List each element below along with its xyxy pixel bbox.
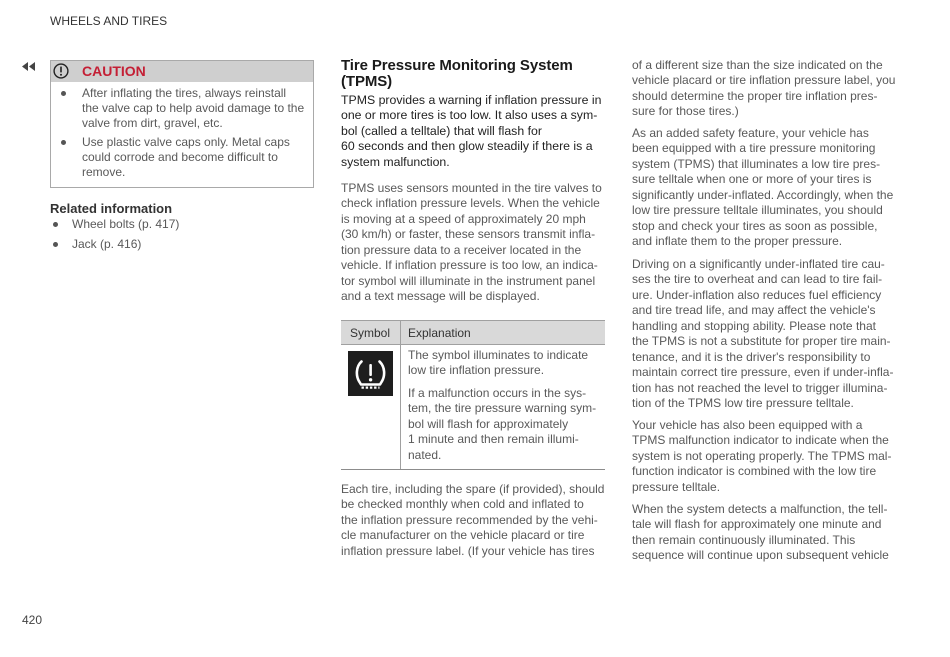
bullet-icon [61,91,66,96]
text-line: vehicle placard or tire inflation pressure label, you [632,73,896,88]
text-line: The symbol illuminates to indicate [408,348,589,362]
text-line: bol will flash for approximately [408,416,569,431]
text-line: then remain continuously illuminated. This [632,532,856,547]
text-line: If a malfunction occurs in the sys- [408,386,587,400]
tpms-each-tire-paragraph [341,482,605,559]
text-line: Use plastic valve caps only. Metal caps [82,134,290,149]
bullet-icon [61,140,66,145]
section-title: WHEELS AND TIRES [50,14,168,28]
text-line: 60 seconds and then glow steadily if there is a [341,139,593,154]
table-header-explanation: Explanation [408,325,471,340]
text-line: the valve cap to help avoid damage to the [82,100,305,115]
text-line: sequence will continue upon subsequent vehicle [632,548,889,563]
column-3-paragraph [632,502,896,564]
text-line: low tire pressure telltale illuminates, you should [632,203,883,218]
tpms-low-pressure-icon [348,351,393,396]
symbol-table [341,320,605,470]
text-line: tenance, and it is the driver's responsibility to [632,349,871,364]
text-line: 1 minute and then remain illumi- [408,432,579,447]
continued-icon [22,62,36,71]
table-header-row [341,321,605,345]
text-line: system malfunction. [341,154,450,169]
related-link-jack[interactable] [72,236,141,252]
caution-item [82,135,290,180]
column-3-paragraph [632,418,896,495]
caution-item-text [82,135,290,180]
related-link-wheel-bolts[interactable] [72,216,179,232]
column-3-paragraph [632,257,896,411]
related-link-label[interactable]: Wheel bolts (p. 417) [72,217,180,231]
text-line: When the system detects a malfunction, the tell- [632,502,888,516]
text-line: tale will flash for approximately one minute and [632,517,882,532]
text-line: (30 km/h) or faster, these sensors transmit infla- [341,227,596,242]
text-line: cle manufacturer on the vehicle placard or tire [341,528,585,543]
text-line: As an added safety feature, your vehicle has [632,126,869,140]
text-line: one or more tires is too low. It also uses a sym- [341,108,598,123]
text-line: maintain correct tire pressure, even if under-infla- [632,365,894,380]
text-line: tor symbol will illuminate in the instrument panel [341,273,596,288]
text-line: stop and check your tires as soon as possible, [632,218,878,233]
text-line: could corrode and become difficult to [82,149,278,164]
text-line: ure. Under-inflation also reduces fuel efficiency [632,287,882,302]
warning-icon [53,63,69,79]
text-line: Driving on a significantly under-inflated tire cau- [632,257,885,271]
text-line: tion of the TPMS low tire pressure telltale. [632,395,854,410]
text-line: and inflate them to the proper pressure. [632,234,843,249]
text-line: nated. [408,447,442,462]
text-line: check inflation pressure levels. When the vehicle [341,196,600,211]
tpms-sensors-paragraph [341,181,605,305]
text-line: low tire inflation pressure. [408,363,545,378]
text-line: is moving at a speed of approximately 20 mph [341,211,586,226]
caution-item [82,86,304,131]
text-line: been equipped with a tire pressure monitoring [632,141,876,156]
text-line: and a text message will be displayed. [341,289,540,304]
text-line: remove. [82,164,126,179]
text-line: the TPMS is not a substitute for proper tire main- [632,334,891,349]
text-line: TPMS uses sensors mounted in the tire valves to [341,181,602,195]
table-header-symbol: Symbol [350,325,391,340]
text-line: bol (called a telltale) that will flash for [341,123,542,138]
related-information-title: Related information [50,201,173,216]
text-line: be checked monthly when cold and inflated to [341,497,584,512]
text-line: tion pressure data to a receiver located in the [341,242,582,257]
text-line: system (TPMS) that illuminates a low tire pres- [632,156,881,171]
text-line: function indicator is combined with the low tire [632,464,877,479]
text-line: of a different size than the size indicated on the [632,58,883,72]
text-line: tem, the tire pressure warning sym- [408,401,597,416]
table-column-divider [400,321,401,469]
tpms-intro-paragraph [341,93,605,170]
page-number: 420 [22,613,43,627]
text-line: handling and stopping ability. Please note that [632,318,876,333]
column-3-paragraph [632,58,896,120]
text-line: sure telltale when one or more of your tires is [632,172,872,187]
caution-item-text [82,86,304,131]
text-line: significantly under-inflated. Accordingly, when the [632,187,894,202]
text-line: After inflating the tires, always reinstall [82,85,287,100]
text-line: inflation pressure label. (If your vehicle has tires [341,543,595,558]
text-line: the inflation pressure recommended by the vehi- [341,512,598,527]
text-line: pressure telltale. [632,479,721,494]
bullet-icon [53,222,58,227]
tpms-heading [341,58,605,90]
column-3-paragraph [632,126,896,250]
caution-title: CAUTION [82,63,146,79]
text-line: Tire Pressure Monitoring System [341,57,573,74]
bullet-icon [53,242,58,247]
text-line: tion has not reached the level to trigger illumina- [632,380,888,395]
related-link-label[interactable]: Jack (p. 416) [72,237,142,251]
text-line: system is not operating properly. The TPMS mal- [632,448,892,463]
text-line: vehicle. If inflation pressure is too low, an indica- [341,258,598,273]
caution-header [51,61,313,82]
text-line: ses the tire to overheat and can lead to tire fail- [632,272,883,287]
text-line: sure for those tires.) [632,104,739,119]
text-line: Your vehicle has also been equipped with a [632,418,863,432]
text-line: valve from dirt, gravel, etc. [82,115,223,130]
caution-box [50,60,314,188]
text-line: should determine the proper tire inflation pres- [632,88,878,103]
text-line: TPMS provides a warning if inflation pressure in [341,93,602,107]
table-explanation-paragraph [408,386,596,463]
table-explanation-paragraph [408,348,588,379]
text-line: TPMS malfunction indicator to indicate when the [632,433,889,448]
text-line: (TPMS) [341,73,393,90]
text-line: Each tire, including the spare (if provided), should [341,482,605,496]
text-line: and tire tread life, and may affect the vehicle's [632,303,876,318]
